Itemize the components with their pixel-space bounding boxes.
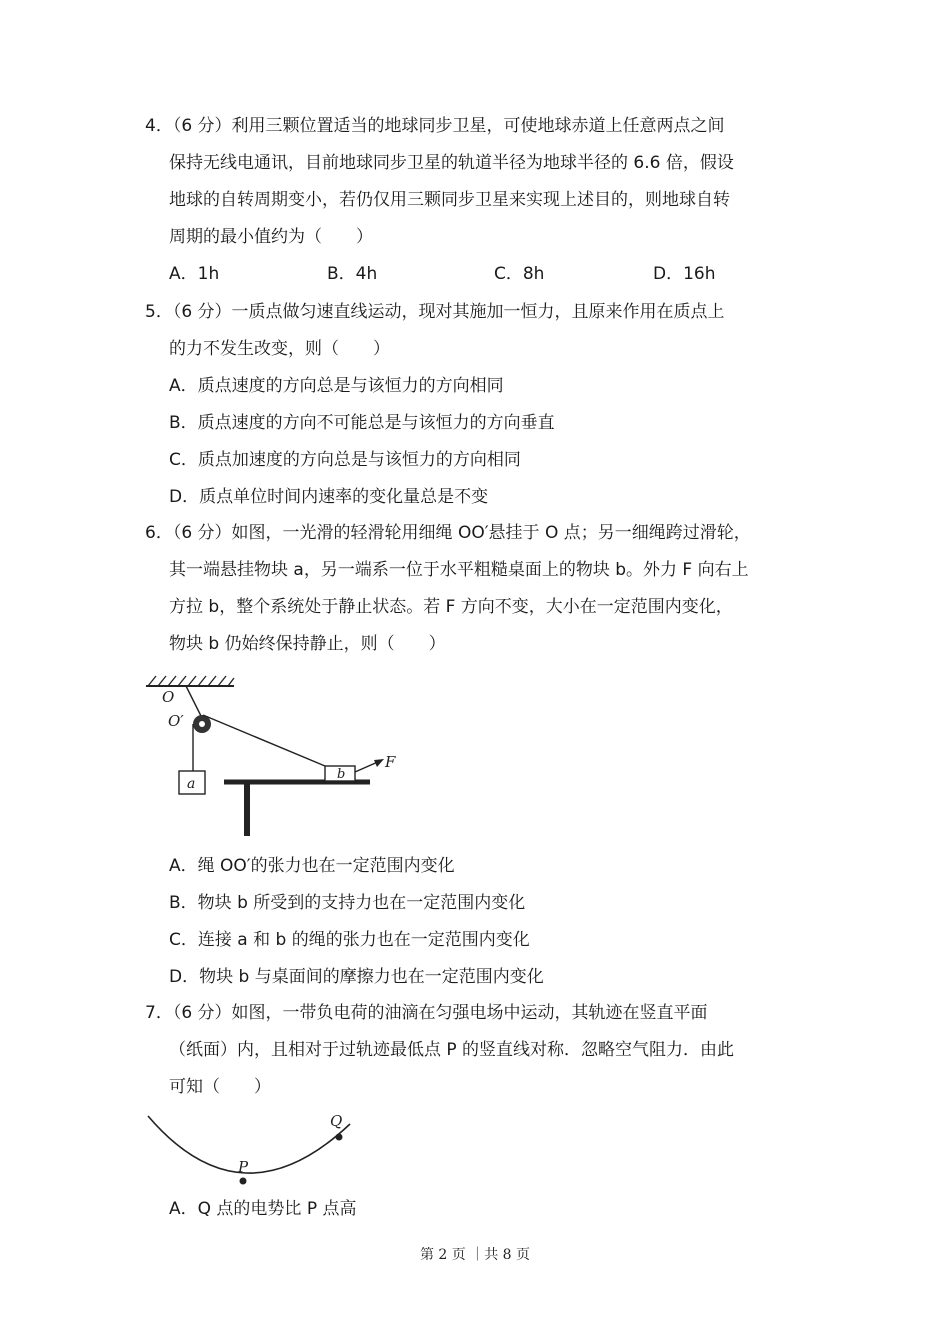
q5-option-c[interactable]: C．质点加速度的方向总是与该恒力的方向相同: [169, 450, 521, 470]
rope-to-b: [203, 715, 325, 766]
q6-option-c[interactable]: C．连接 a 和 b 的绳的张力也在一定范围内变化: [169, 930, 530, 950]
q7-stem-line-1: 7．（6 分）如图，一带负电荷的油滴在匀强电场中运动，其轨迹在竖直平面: [145, 1003, 708, 1023]
q5-option-d[interactable]: D．质点单位时间内速率的变化量总是不变: [169, 487, 489, 507]
force-arrow-head: [374, 759, 384, 767]
q4-stem-line-2: 保持无线电通讯，目前地球同步卫星的轨道半径为地球半径的 6.6 倍，假设: [169, 153, 734, 173]
q7-stem-line-3: 可知（ ）: [169, 1077, 271, 1097]
ceiling-hatching: [148, 676, 234, 686]
q6-stem-line-2: 其一端悬挂物块 a，另一端系一位于水平粗糙桌面上的物块 b。外力 F 向右上: [169, 560, 749, 580]
q4-option-b[interactable]: B．4h: [327, 264, 378, 284]
q5-option-b[interactable]: B．质点速度的方向不可能总是与该恒力的方向垂直: [169, 413, 555, 433]
trajectory-curve: [148, 1116, 350, 1173]
q6-pulley-figure: [140, 668, 410, 840]
label-p: P: [238, 1158, 249, 1176]
q5-stem-line-2: 的力不发生改变，则（ ）: [169, 339, 390, 359]
q4-stem-line-1: 4．（6 分）利用三颗位置适当的地球同步卫星，可使地球赤道上任意两点之间: [145, 116, 725, 136]
q6-stem-line-1: 6．（6 分）如图，一光滑的轻滑轮用细绳 OO′悬挂于 O 点；另一细绳跨过滑轮，: [145, 523, 751, 543]
q5-option-a[interactable]: A．质点速度的方向总是与该恒力的方向相同: [169, 376, 504, 396]
label-o-prime: O′: [168, 712, 184, 730]
q4-option-c[interactable]: C．8h: [494, 264, 545, 284]
q6-option-d[interactable]: D．物块 b 与桌面间的摩擦力也在一定范围内变化: [169, 967, 544, 987]
q5-stem-line-1: 5．（6 分）一质点做匀速直线运动，现对其施加一恒力，且原来作用在质点上: [145, 302, 725, 322]
question-5: [145, 294, 835, 516]
q4-options: [145, 256, 835, 293]
q4-stem-line-4: 周期的最小值约为（ ）: [169, 227, 373, 247]
question-6: [145, 515, 835, 663]
label-o: O: [162, 688, 175, 706]
question-7: [145, 995, 835, 1106]
q4-option-a[interactable]: A．1h: [169, 264, 220, 284]
q7-options: [145, 1191, 835, 1228]
label-q: Q: [330, 1112, 343, 1130]
point-q: [336, 1134, 343, 1141]
question-4: [145, 108, 835, 293]
q7-stem-line-2: （纸面）内，且相对于过轨迹最低点 P 的竖直线对称．忽略空气阻力．由此: [169, 1040, 735, 1060]
label-b: b: [337, 767, 346, 782]
pulley-axle: [199, 721, 205, 727]
q7-option-a[interactable]: A．Q 点的电势比 P 点高: [169, 1199, 357, 1219]
q6-stem-line-4: 物块 b 仍始终保持静止，则（ ）: [169, 634, 446, 654]
q4-option-d[interactable]: D．16h: [653, 264, 716, 284]
rope-oo-prime: [186, 686, 201, 716]
q6-option-a[interactable]: A．绳 OO′的张力也在一定范围内变化: [169, 856, 455, 876]
q6-options: [145, 848, 835, 996]
label-a: a: [187, 776, 196, 792]
q4-stem-line-3: 地球的自转周期变小，若仍仅用三颗同步卫星来实现上述目的，则地球自转: [169, 190, 730, 210]
q6-option-b[interactable]: B．物块 b 所受到的支持力也在一定范围内变化: [169, 893, 526, 913]
page-footer: 第 2 页 ｜共 8 页: [419, 1247, 531, 1263]
q7-trajectory-figure: [140, 1106, 360, 1190]
q6-stem-line-3: 方拉 b，整个系统处于静止状态。若 F 方向不变，大小在一定范围内变化，: [169, 597, 733, 617]
label-f: F: [385, 753, 396, 771]
point-p: [240, 1178, 247, 1185]
